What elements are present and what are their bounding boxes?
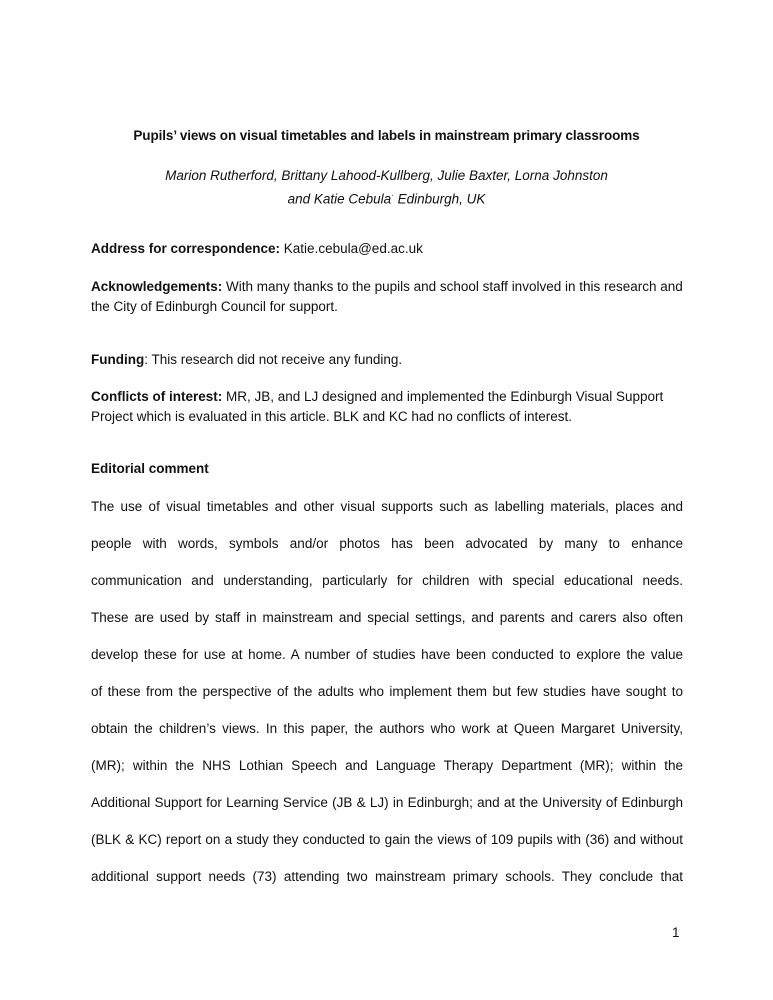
body-line: (MR); within the NHS Lothian Speech and Language Therapy Department (MR); within the <box>91 758 683 773</box>
author-block <box>0 166 773 210</box>
author-line-1: Marion Rutherford, Brittany Lahood-Kullberg, Julie Baxter, Lorna Johnston <box>165 168 608 183</box>
page-number: 1 <box>672 925 680 940</box>
author-line-2 <box>0 186 773 210</box>
acknowledgements-label: Acknowledgements: <box>91 279 223 294</box>
author-names-tail: and Katie Cebula <box>287 191 392 207</box>
body-line: of these from the perspective of the adults who implement them but few studies have sought to <box>91 684 683 699</box>
body-line: additional support needs (73) attending two mainstream primary schools. They conclude that <box>91 869 683 884</box>
author-separator: · <box>391 191 394 200</box>
correspondence-label: Address for correspondence: <box>91 241 281 256</box>
body-line: (BLK & KC) report on a study they conducted to gain the views of 109 pupils with (36) and without <box>91 832 683 847</box>
body-line: Additional Support for Learning Service (JB & LJ) in Edinburgh; and at the University of Edinburgh <box>91 795 683 810</box>
author-affiliation: Edinburgh, UK <box>397 191 486 207</box>
paper-title: Pupils’ views on visual timetables and labels in mainstream primary classrooms <box>133 128 640 143</box>
body-line: These are used by staff in mainstream and special settings, and parents and carers also often <box>91 610 683 625</box>
body-line: The use of visual timetables and other visual supports such as labelling materials, places and <box>91 499 683 514</box>
body-line: develop these for use at home. A number of studies have been conducted to explore the value <box>91 647 683 662</box>
correspondence-email: Katie.cebula@ed.ac.uk <box>280 241 423 256</box>
conflicts-text: MR, JB, and LJ designed and implemented the Edinburgh Visual Support Project which is evaluated in this article. BLK and KC had no conflicts of interest. <box>91 389 664 424</box>
funding-text: : This research did not receive any funding. <box>144 352 403 367</box>
body-line: obtain the children’s views. In this paper, the authors who work at Queen Margaret University, <box>91 721 683 736</box>
conflicts-label: Conflicts of interest: <box>91 389 223 404</box>
acknowledgements-paragraph <box>91 277 683 317</box>
body-line: communication and understanding, particularly for children with special educational needs. <box>91 573 683 588</box>
funding-paragraph <box>91 350 683 370</box>
body-line: people with words, symbols and/or photos has been advocated by many to enhance <box>91 536 683 551</box>
funding-label: Funding <box>91 352 145 367</box>
correspondence-paragraph <box>91 239 683 259</box>
conflicts-paragraph <box>91 387 683 427</box>
acknowledgements-text: With many thanks to the pupils and school staff involved in this research and the City of Edinburgh Council for support. <box>91 279 683 314</box>
editorial-body <box>91 497 683 904</box>
editorial-heading: Editorial comment <box>91 461 209 476</box>
